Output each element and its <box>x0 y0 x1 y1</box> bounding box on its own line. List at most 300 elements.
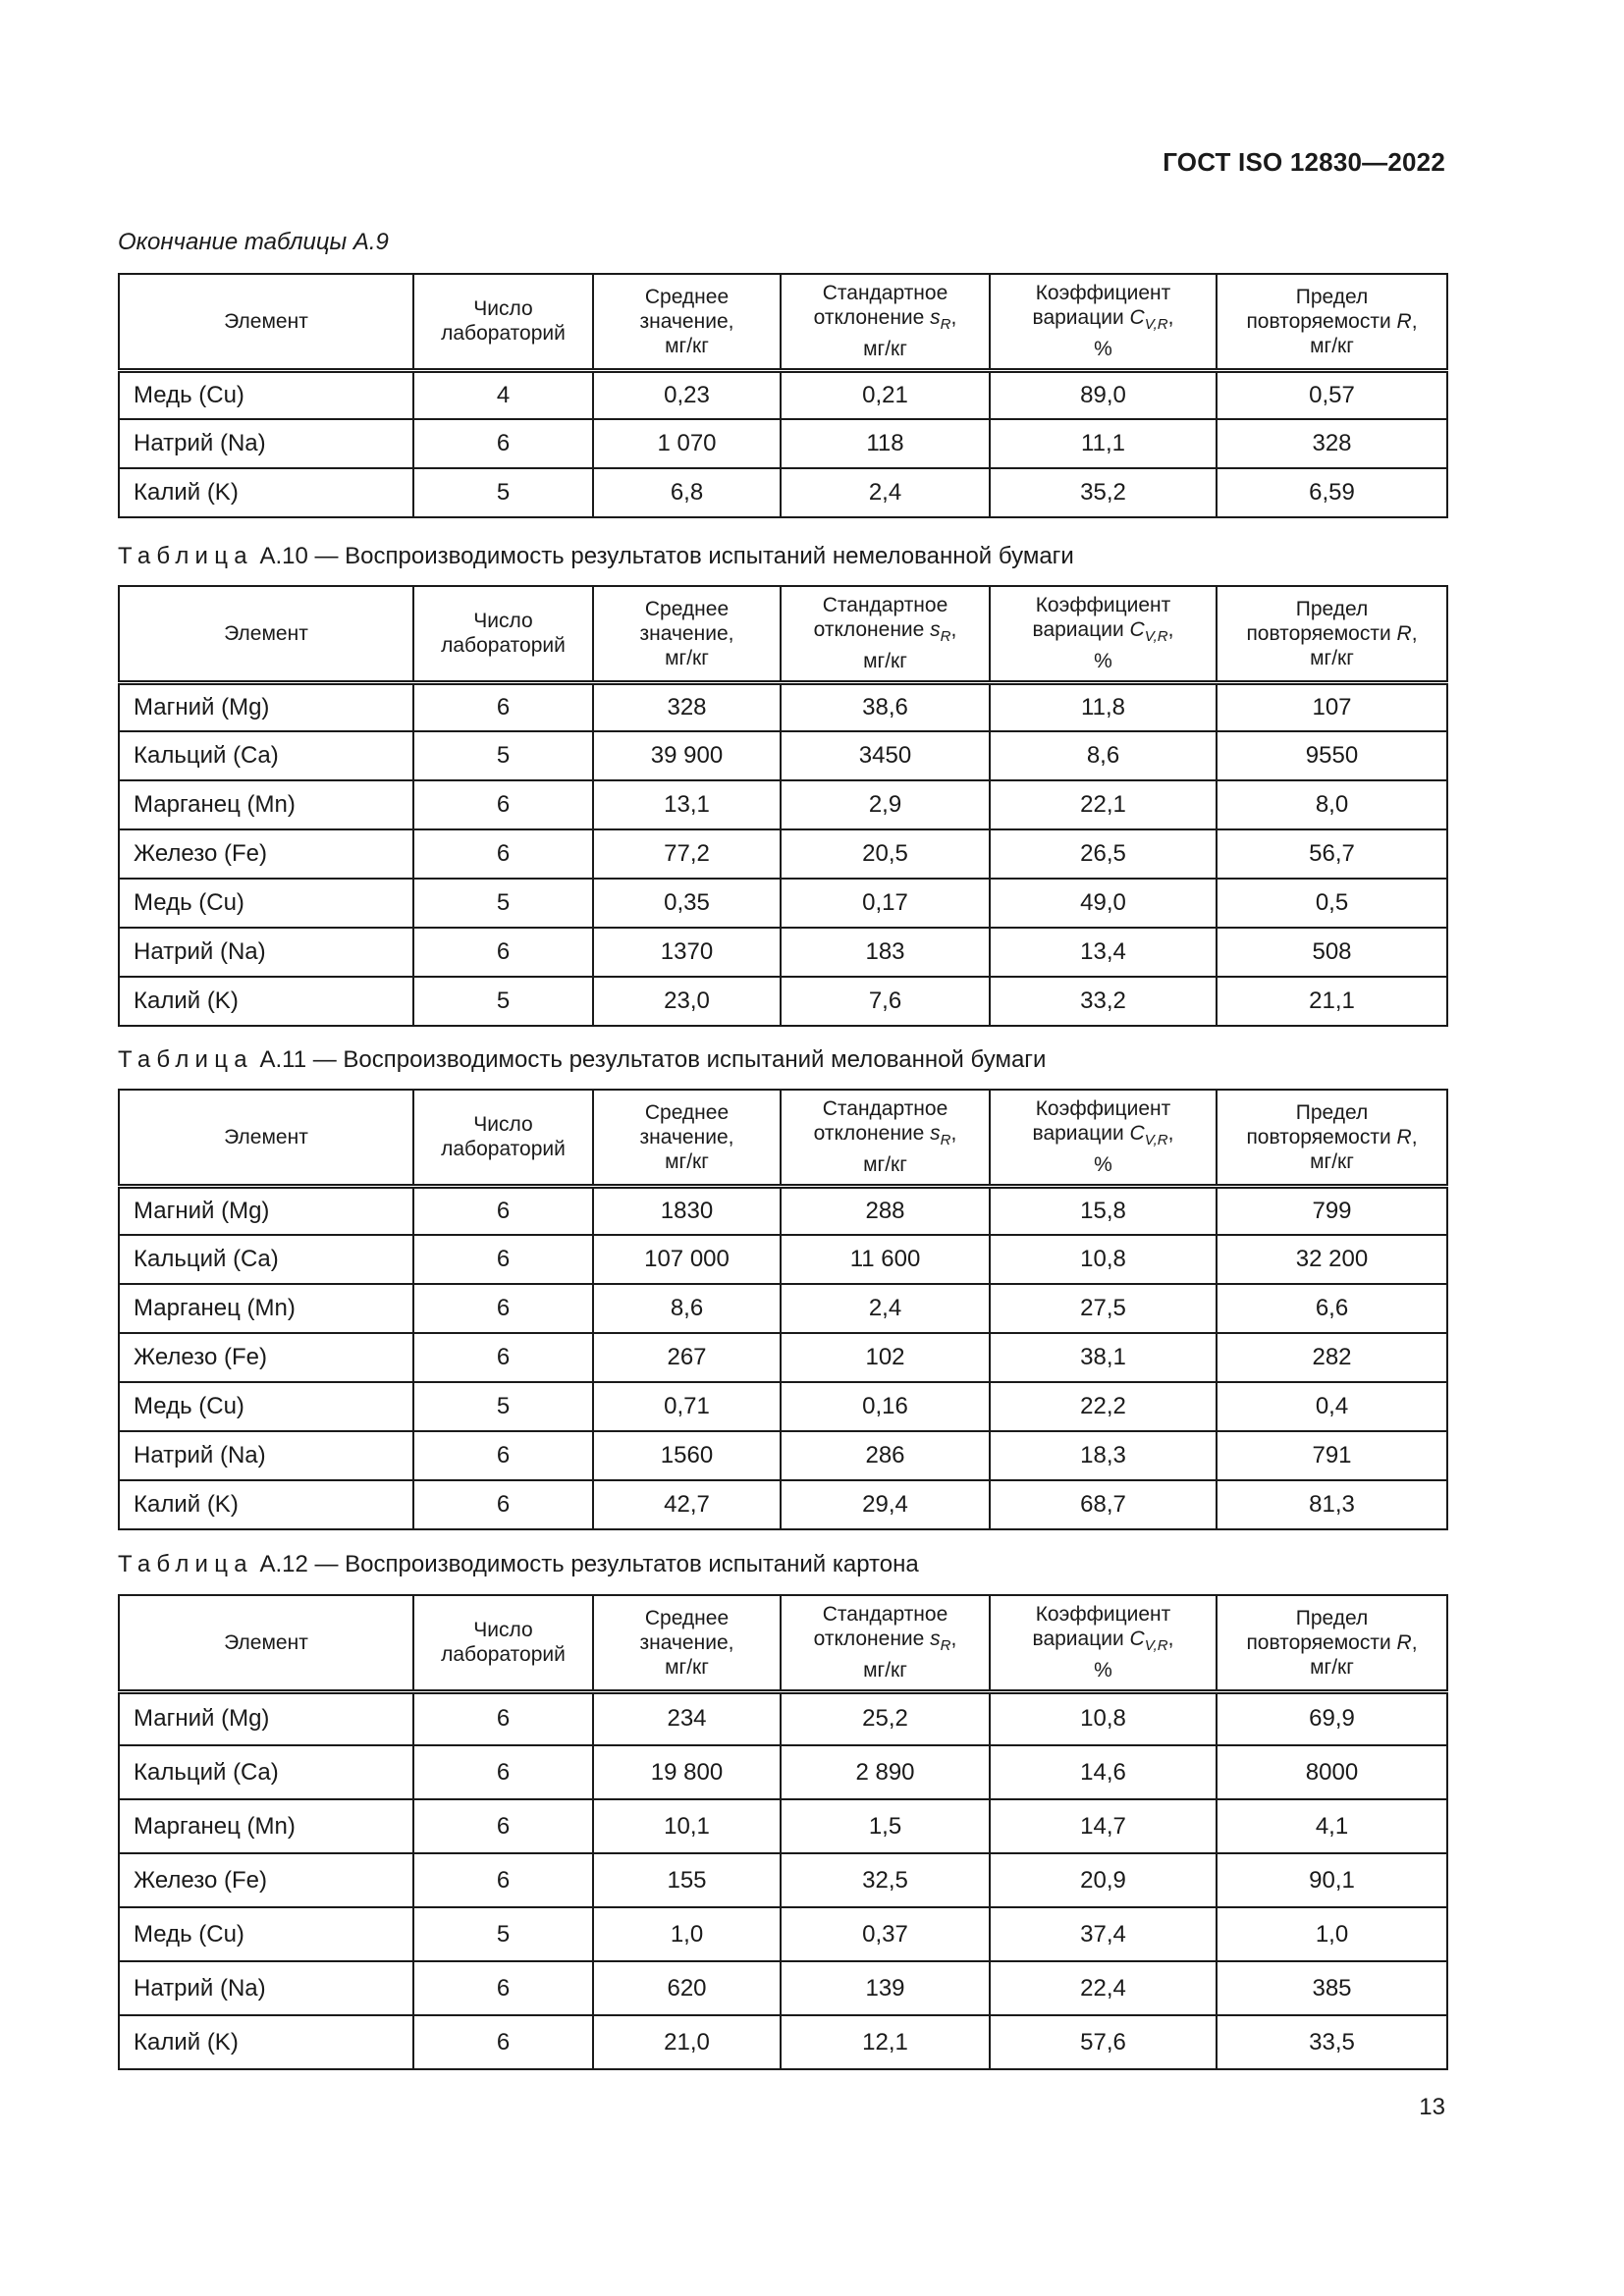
cell-limit: 69,9 <box>1217 1691 1447 1745</box>
cell-sd: 3450 <box>781 731 990 780</box>
header-line: лабораторий <box>441 1138 566 1161</box>
table-row <box>119 370 1447 419</box>
column-header-limit <box>1217 1595 1447 1691</box>
header-line: Элемент <box>224 1630 308 1654</box>
cell-element: Железо (Fe) <box>119 1333 413 1382</box>
cell-limit: 6,59 <box>1217 468 1447 517</box>
cell-limit: 32 200 <box>1217 1235 1447 1284</box>
table-row <box>119 1284 1447 1333</box>
caption-word: Таблица <box>118 1551 253 1577</box>
caption-word: Таблица <box>118 1046 253 1073</box>
header-symbol: C <box>1129 306 1145 330</box>
header-line: значение, <box>639 1630 734 1654</box>
cell-labs: 5 <box>413 1382 593 1431</box>
cell-limit: 81,3 <box>1217 1480 1447 1529</box>
cell-cv: 18,3 <box>990 1431 1217 1480</box>
header-text: вариации <box>1032 618 1130 642</box>
cell-cv: 14,6 <box>990 1745 1217 1799</box>
table-row <box>119 682 1447 731</box>
cell-labs: 6 <box>413 928 593 977</box>
header-text: отклонение <box>813 618 931 642</box>
header-line <box>1218 1125 1446 1149</box>
header-line <box>782 305 989 337</box>
header-text: , <box>1167 306 1174 330</box>
cell-cv: 26,5 <box>990 829 1217 879</box>
header-symbol: s <box>930 306 941 330</box>
header-line: Элемент <box>224 1125 308 1148</box>
header-text: вариации <box>1032 1628 1130 1651</box>
table-caption-a10 <box>118 543 1074 570</box>
header-line: Предел <box>1295 1606 1369 1629</box>
table-a10 <box>118 585 1448 1027</box>
header-line: Коэффициент <box>1035 1603 1171 1627</box>
cell-sd: 102 <box>781 1333 990 1382</box>
table-row <box>119 1186 1447 1235</box>
cell-limit: 33,5 <box>1217 2015 1447 2069</box>
cell-cv: 14,7 <box>990 1799 1217 1853</box>
cell-labs: 6 <box>413 2015 593 2069</box>
cell-sd: 29,4 <box>781 1480 990 1529</box>
cell-limit: 9550 <box>1217 731 1447 780</box>
cell-element: Железо (Fe) <box>119 829 413 879</box>
cell-sd: 0,16 <box>781 1382 990 1431</box>
column-header-limit <box>1217 1090 1447 1186</box>
cell-limit: 90,1 <box>1217 1853 1447 1907</box>
cell-sd: 12,1 <box>781 2015 990 2069</box>
header-line: Среднее <box>644 1100 730 1124</box>
header-line: % <box>1094 338 1112 361</box>
column-header-mean <box>593 1090 781 1186</box>
header-line <box>991 305 1216 337</box>
cell-labs: 5 <box>413 468 593 517</box>
header-line: Коэффициент <box>1035 282 1171 305</box>
header-line: Предел <box>1295 597 1369 620</box>
cell-labs: 6 <box>413 1961 593 2015</box>
header-line: мг/кг <box>1310 646 1354 669</box>
table-caption-a12 <box>118 1551 919 1578</box>
table-row <box>119 1431 1447 1480</box>
cell-labs: 4 <box>413 370 593 419</box>
cell-element: Марганец (Mn) <box>119 1284 413 1333</box>
header-symbol: s <box>930 1122 941 1146</box>
cell-element: Медь (Cu) <box>119 879 413 928</box>
header-text: повторяемости <box>1246 621 1397 645</box>
cell-sd: 183 <box>781 928 990 977</box>
cell-mean: 42,7 <box>593 1480 781 1529</box>
header-symbol: C <box>1129 1122 1145 1146</box>
table-row <box>119 419 1447 468</box>
cell-limit: 56,7 <box>1217 829 1447 879</box>
header-line: мг/кг <box>1310 1655 1354 1679</box>
table-row <box>119 780 1447 829</box>
cell-sd: 1,5 <box>781 1799 990 1853</box>
column-header-sd <box>781 586 990 682</box>
column-header-sd <box>781 274 990 370</box>
cell-element: Кальций (Ca) <box>119 731 413 780</box>
column-header-element <box>119 586 413 682</box>
header-symbol: C <box>1129 1628 1145 1651</box>
header-subscript: R <box>940 316 951 334</box>
document-code: ГОСТ ISO 12830—2022 <box>1163 147 1445 177</box>
cell-limit: 6,6 <box>1217 1284 1447 1333</box>
header-line: лабораторий <box>441 634 566 658</box>
column-header-labs <box>413 1090 593 1186</box>
cell-mean: 6,8 <box>593 468 781 517</box>
table-row <box>119 928 1447 977</box>
header-text: повторяемости <box>1246 309 1397 333</box>
header-subscript: V,R <box>1144 1637 1168 1655</box>
cell-element: Марганец (Mn) <box>119 780 413 829</box>
cell-labs: 6 <box>413 419 593 468</box>
cell-mean: 8,6 <box>593 1284 781 1333</box>
cell-mean: 267 <box>593 1333 781 1382</box>
header-text: , <box>1167 1628 1174 1651</box>
cell-element: Натрий (Na) <box>119 419 413 468</box>
cell-cv: 22,2 <box>990 1382 1217 1431</box>
cell-cv: 11,8 <box>990 682 1217 731</box>
table-row <box>119 1907 1447 1961</box>
header-line: мг/кг <box>1310 334 1354 357</box>
header-line: мг/кг <box>863 1153 907 1177</box>
header-subscript: R <box>940 1637 951 1655</box>
header-line: мг/кг <box>863 1659 907 1682</box>
cell-mean: 1,0 <box>593 1907 781 1961</box>
cell-sd: 139 <box>781 1961 990 2015</box>
header-line <box>991 617 1216 649</box>
cell-labs: 6 <box>413 1186 593 1235</box>
cell-element: Магний (Mg) <box>119 1691 413 1745</box>
cell-cv: 68,7 <box>990 1480 1217 1529</box>
header-text: , <box>1411 309 1418 333</box>
cell-mean: 0,23 <box>593 370 781 419</box>
cell-element: Калий (K) <box>119 1480 413 1529</box>
header-text: , <box>950 1122 957 1146</box>
cell-labs: 6 <box>413 1799 593 1853</box>
cell-cv: 49,0 <box>990 879 1217 928</box>
table-caption-a9 <box>118 229 389 256</box>
header-symbol: R <box>1396 621 1412 645</box>
table-header-row <box>119 274 1447 370</box>
header-text: , <box>950 618 957 642</box>
header-symbol: R <box>1396 1125 1412 1148</box>
cell-cv: 35,2 <box>990 468 1217 517</box>
header-line: Предел <box>1295 285 1369 308</box>
cell-sd: 38,6 <box>781 682 990 731</box>
header-line: Стандартное <box>822 1603 948 1627</box>
table-row <box>119 829 1447 879</box>
header-subscript: V,R <box>1144 1132 1168 1149</box>
cell-element: Натрий (Na) <box>119 1961 413 2015</box>
header-line <box>1218 1630 1446 1655</box>
cell-labs: 5 <box>413 879 593 928</box>
column-header-mean <box>593 274 781 370</box>
cell-mean: 39 900 <box>593 731 781 780</box>
header-line <box>1218 621 1446 646</box>
header-line: мг/кг <box>863 338 907 361</box>
table-row <box>119 1691 1447 1745</box>
header-line: лабораторий <box>441 1643 566 1667</box>
header-symbol: R <box>1396 1630 1412 1654</box>
header-line <box>991 1121 1216 1152</box>
table-row <box>119 1799 1447 1853</box>
table-caption-a11 <box>118 1046 1046 1074</box>
header-text: , <box>950 306 957 330</box>
header-line: % <box>1094 1659 1112 1682</box>
cell-cv: 20,9 <box>990 1853 1217 1907</box>
cell-mean: 1370 <box>593 928 781 977</box>
header-line <box>1218 309 1446 334</box>
cell-cv: 10,8 <box>990 1691 1217 1745</box>
column-header-mean <box>593 1595 781 1691</box>
header-line: Элемент <box>224 621 308 645</box>
cell-element: Калий (K) <box>119 2015 413 2069</box>
cell-mean: 328 <box>593 682 781 731</box>
cell-sd: 0,17 <box>781 879 990 928</box>
cell-limit: 791 <box>1217 1431 1447 1480</box>
table-header-row <box>119 1595 1447 1691</box>
cell-mean: 19 800 <box>593 1745 781 1799</box>
cell-element: Медь (Cu) <box>119 1907 413 1961</box>
header-line: Число <box>473 297 533 321</box>
cell-element: Медь (Cu) <box>119 1382 413 1431</box>
cell-element: Калий (K) <box>119 468 413 517</box>
cell-cv: 37,4 <box>990 1907 1217 1961</box>
header-line: Среднее <box>644 1606 730 1629</box>
cell-labs: 6 <box>413 1235 593 1284</box>
header-subscript: R <box>940 628 951 646</box>
cell-sd: 2,9 <box>781 780 990 829</box>
cell-cv: 13,4 <box>990 928 1217 977</box>
table-row <box>119 1961 1447 2015</box>
cell-limit: 1,0 <box>1217 1907 1447 1961</box>
header-line: мг/кг <box>665 334 709 357</box>
cell-limit: 0,4 <box>1217 1382 1447 1431</box>
cell-mean: 0,35 <box>593 879 781 928</box>
caption-text: А.10 — Воспроизводимость результатов испытаний немелованной бумаги <box>252 543 1074 569</box>
header-line: Число <box>473 1619 533 1642</box>
cell-sd: 0,37 <box>781 1907 990 1961</box>
table-row <box>119 977 1447 1026</box>
cell-sd: 286 <box>781 1431 990 1480</box>
header-subscript: V,R <box>1144 316 1168 334</box>
cell-mean: 620 <box>593 1961 781 2015</box>
header-line: мг/кг <box>665 1655 709 1679</box>
header-line: лабораторий <box>441 322 566 346</box>
cell-mean: 234 <box>593 1691 781 1745</box>
header-line: % <box>1094 1153 1112 1177</box>
table-header-row <box>119 1090 1447 1186</box>
cell-cv: 11,1 <box>990 419 1217 468</box>
cell-cv: 27,5 <box>990 1284 1217 1333</box>
cell-cv: 33,2 <box>990 977 1217 1026</box>
page-number: 13 <box>1419 2094 1445 2120</box>
cell-labs: 6 <box>413 1333 593 1382</box>
caption-text: А.11 — Воспроизводимость результатов испытаний мелованной бумаги <box>252 1046 1047 1073</box>
header-text: , <box>1167 618 1174 642</box>
cell-labs: 6 <box>413 1853 593 1907</box>
cell-limit: 4,1 <box>1217 1799 1447 1853</box>
table-row <box>119 468 1447 517</box>
column-header-labs <box>413 274 593 370</box>
column-header-mean <box>593 586 781 682</box>
header-line: Число <box>473 610 533 633</box>
header-line <box>782 1627 989 1658</box>
cell-element: Натрий (Na) <box>119 928 413 977</box>
column-header-labs <box>413 586 593 682</box>
cell-sd: 0,21 <box>781 370 990 419</box>
header-line: значение, <box>639 621 734 645</box>
cell-labs: 6 <box>413 682 593 731</box>
cell-mean: 10,1 <box>593 1799 781 1853</box>
cell-cv: 22,1 <box>990 780 1217 829</box>
column-header-cv <box>990 1090 1217 1186</box>
cell-element: Кальций (Ca) <box>119 1235 413 1284</box>
header-line <box>782 1121 989 1152</box>
header-line: Среднее <box>644 285 730 308</box>
cell-sd: 32,5 <box>781 1853 990 1907</box>
cell-labs: 6 <box>413 1431 593 1480</box>
cell-limit: 282 <box>1217 1333 1447 1382</box>
header-subscript: R <box>940 1132 951 1149</box>
cell-mean: 1560 <box>593 1431 781 1480</box>
table-row <box>119 1235 1447 1284</box>
cell-limit: 107 <box>1217 682 1447 731</box>
header-symbol: R <box>1396 309 1412 333</box>
cell-cv: 8,6 <box>990 731 1217 780</box>
column-header-element <box>119 1595 413 1691</box>
header-line <box>991 1627 1216 1658</box>
caption-text: Окончание таблицы А.9 <box>118 229 389 255</box>
header-line: значение, <box>639 1125 734 1148</box>
cell-mean: 21,0 <box>593 2015 781 2069</box>
header-text: повторяемости <box>1246 1125 1397 1148</box>
header-line: Предел <box>1295 1100 1369 1124</box>
cell-sd: 2,4 <box>781 1284 990 1333</box>
header-line: мг/кг <box>1310 1149 1354 1173</box>
column-header-sd <box>781 1595 990 1691</box>
header-text: отклонение <box>813 1628 931 1651</box>
column-header-limit <box>1217 586 1447 682</box>
header-text: , <box>1411 621 1418 645</box>
table-row <box>119 1853 1447 1907</box>
header-line: Коэффициент <box>1035 594 1171 617</box>
column-header-element <box>119 274 413 370</box>
cell-limit: 8,0 <box>1217 780 1447 829</box>
header-line: Стандартное <box>822 1097 948 1121</box>
cell-element: Марганец (Mn) <box>119 1799 413 1853</box>
header-line: Стандартное <box>822 594 948 617</box>
cell-sd: 11 600 <box>781 1235 990 1284</box>
cell-cv: 10,8 <box>990 1235 1217 1284</box>
table-row <box>119 1745 1447 1799</box>
header-line: Коэффициент <box>1035 1097 1171 1121</box>
column-header-cv <box>990 1595 1217 1691</box>
cell-labs: 6 <box>413 1284 593 1333</box>
header-line: значение, <box>639 309 734 333</box>
cell-mean: 77,2 <box>593 829 781 879</box>
cell-mean: 13,1 <box>593 780 781 829</box>
cell-limit: 508 <box>1217 928 1447 977</box>
header-line: % <box>1094 650 1112 673</box>
column-header-cv <box>990 274 1217 370</box>
cell-sd: 25,2 <box>781 1691 990 1745</box>
header-text: , <box>1411 1630 1418 1654</box>
header-text: , <box>1167 1122 1174 1146</box>
cell-mean: 1830 <box>593 1186 781 1235</box>
cell-sd: 20,5 <box>781 829 990 879</box>
cell-cv: 38,1 <box>990 1333 1217 1382</box>
table-a12 <box>118 1594 1448 2070</box>
column-header-cv <box>990 586 1217 682</box>
column-header-limit <box>1217 274 1447 370</box>
table-row <box>119 731 1447 780</box>
cell-labs: 6 <box>413 1480 593 1529</box>
column-header-sd <box>781 1090 990 1186</box>
header-text: вариации <box>1032 306 1130 330</box>
header-line: Среднее <box>644 597 730 620</box>
header-text: повторяемости <box>1246 1630 1397 1654</box>
header-text: вариации <box>1032 1122 1130 1146</box>
cell-limit: 0,57 <box>1217 370 1447 419</box>
header-line: Число <box>473 1113 533 1137</box>
header-line: Стандартное <box>822 282 948 305</box>
cell-mean: 1 070 <box>593 419 781 468</box>
header-symbol: C <box>1129 618 1145 642</box>
cell-element: Кальций (Ca) <box>119 1745 413 1799</box>
table-a9 <box>118 273 1448 518</box>
cell-limit: 799 <box>1217 1186 1447 1235</box>
cell-sd: 288 <box>781 1186 990 1235</box>
cell-labs: 5 <box>413 1907 593 1961</box>
header-symbol: s <box>930 618 941 642</box>
cell-labs: 6 <box>413 780 593 829</box>
cell-mean: 0,71 <box>593 1382 781 1431</box>
cell-element: Натрий (Na) <box>119 1431 413 1480</box>
cell-cv: 15,8 <box>990 1186 1217 1235</box>
cell-labs: 6 <box>413 829 593 879</box>
header-line: мг/кг <box>665 646 709 669</box>
header-line: Элемент <box>224 309 308 333</box>
table-row <box>119 1480 1447 1529</box>
cell-sd: 118 <box>781 419 990 468</box>
table-row <box>119 1333 1447 1382</box>
cell-element: Железо (Fe) <box>119 1853 413 1907</box>
table-a11 <box>118 1089 1448 1530</box>
cell-mean: 155 <box>593 1853 781 1907</box>
caption-word: Таблица <box>118 543 253 569</box>
table-header-row <box>119 586 1447 682</box>
header-text: отклонение <box>813 1122 931 1146</box>
header-line: мг/кг <box>665 1149 709 1173</box>
header-subscript: V,R <box>1144 628 1168 646</box>
cell-labs: 6 <box>413 1691 593 1745</box>
cell-mean: 107 000 <box>593 1235 781 1284</box>
cell-sd: 2,4 <box>781 468 990 517</box>
caption-text: А.12 — Воспроизводимость результатов испытаний картона <box>252 1551 919 1577</box>
cell-element: Медь (Cu) <box>119 370 413 419</box>
header-text: отклонение <box>813 306 931 330</box>
cell-sd: 7,6 <box>781 977 990 1026</box>
header-text: , <box>1411 1125 1418 1148</box>
cell-labs: 6 <box>413 1745 593 1799</box>
column-header-element <box>119 1090 413 1186</box>
cell-mean: 23,0 <box>593 977 781 1026</box>
table-row <box>119 2015 1447 2069</box>
cell-labs: 5 <box>413 977 593 1026</box>
header-line: мг/кг <box>863 650 907 673</box>
cell-cv: 57,6 <box>990 2015 1217 2069</box>
table-row <box>119 1382 1447 1431</box>
